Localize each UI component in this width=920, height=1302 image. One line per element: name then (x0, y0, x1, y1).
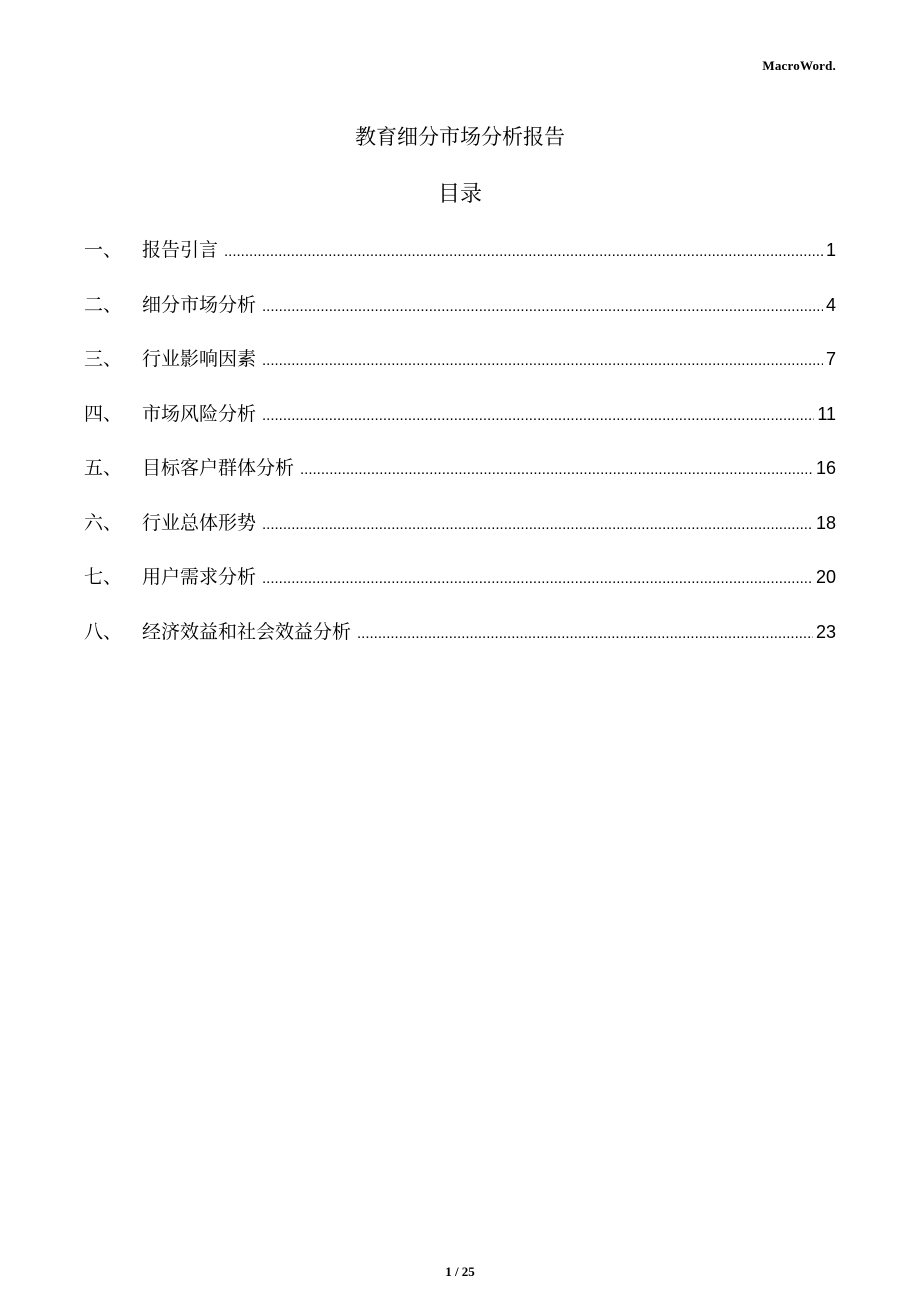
toc-entry[interactable] (84, 454, 836, 509)
toc-entry[interactable] (84, 236, 836, 291)
toc-entry[interactable] (84, 345, 836, 400)
toc-dot-leader (300, 456, 813, 484)
toc-entry-title: 经济效益和社会效益分析 (142, 620, 352, 643)
toc-entry-number: 八、 (84, 620, 123, 643)
toc-entry-page: 4 (825, 294, 836, 315)
page-number-indicator: 1 / 25 (445, 1264, 475, 1279)
toc-entry-number: 一、 (84, 239, 123, 261)
toc-entry[interactable] (84, 291, 836, 346)
toc-dot-leader (357, 620, 813, 648)
toc-entry-page: 7 (825, 349, 836, 369)
toc-entry-number: 三、 (84, 348, 123, 370)
table-of-contents (84, 236, 836, 672)
toc-entry-number: 六、 (84, 511, 123, 534)
toc-entry[interactable] (84, 618, 836, 673)
toc-entry-page: 18 (815, 512, 836, 533)
toc-entry-page: 16 (815, 458, 836, 478)
toc-entry-title: 行业影响因素 (142, 348, 257, 370)
header-brand: MacroWord. (762, 58, 836, 73)
toc-entry[interactable] (84, 400, 836, 455)
toc-entry-number: 五、 (84, 457, 123, 479)
toc-entry-title: 用户需求分析 (142, 566, 257, 588)
toc-entry[interactable] (84, 563, 836, 618)
toc-dot-leader (262, 511, 813, 539)
toc-entry-title: 行业总体形势 (142, 511, 257, 534)
toc-entry-page: 1 (825, 240, 836, 260)
toc-dot-leader (262, 402, 814, 430)
toc-entry-title: 报告引言 (142, 239, 219, 261)
toc-dot-leader (224, 238, 823, 266)
toc-entry-page: 11 (817, 403, 836, 424)
document-title: 教育细分市场分析报告 (355, 125, 565, 149)
toc-dot-leader (262, 293, 823, 321)
toc-entry-number: 二、 (84, 293, 123, 316)
toc-entry-number: 七、 (84, 566, 123, 588)
toc-entry-title: 市场风险分析 (142, 402, 257, 425)
toc-entry[interactable] (84, 509, 836, 564)
toc-heading: 目录 (437, 182, 482, 207)
toc-entry-page: 23 (815, 621, 836, 642)
toc-entry-number: 四、 (84, 402, 123, 425)
toc-entry-title: 细分市场分析 (142, 293, 257, 316)
toc-dot-leader (262, 347, 823, 375)
toc-dot-leader (262, 565, 813, 593)
toc-entry-page: 20 (815, 567, 836, 587)
toc-entry-title: 目标客户群体分析 (142, 457, 295, 479)
